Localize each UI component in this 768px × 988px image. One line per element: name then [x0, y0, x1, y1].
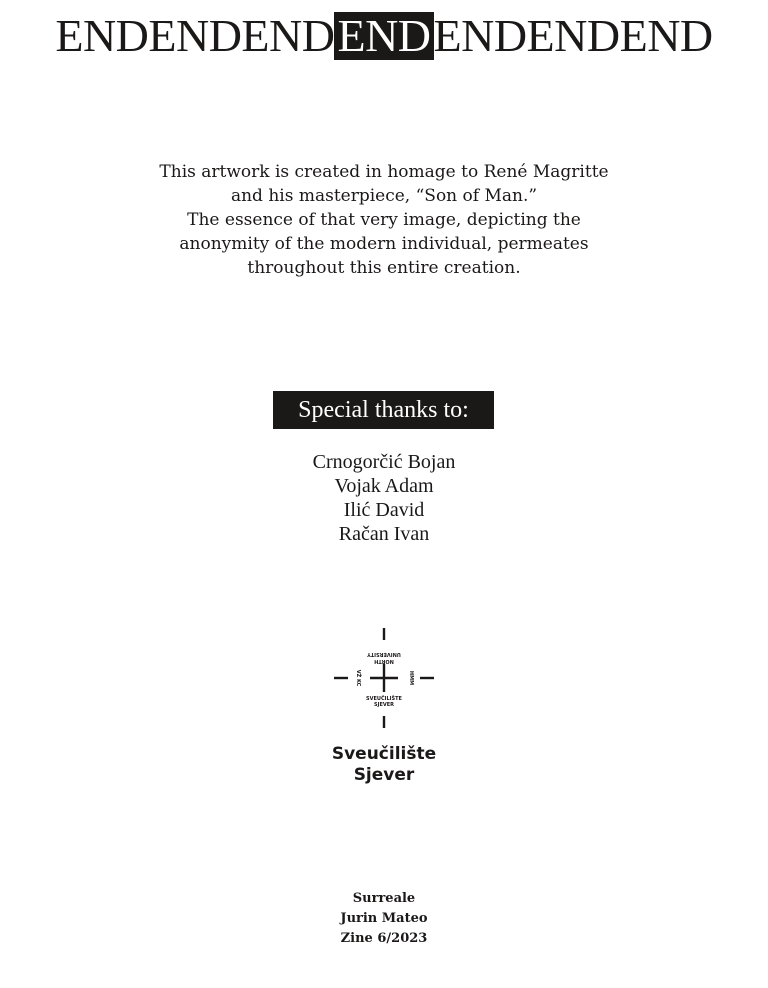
special-thanks-heading: Special thanks to: [273, 391, 494, 429]
credits-title: Surreale [352, 891, 416, 906]
homage-statement [84, 160, 684, 280]
banner-text-after: ENDENDEND [433, 10, 713, 61]
homage-line: This artwork is created in homage to René Magritte [159, 162, 609, 182]
logo-text-right: HMM [408, 670, 414, 686]
logo-text-left: VŽ KC [355, 669, 361, 687]
thanks-names-list [234, 450, 534, 546]
banner-highlight: END [334, 12, 433, 60]
logo-text-bottom2: SJEVER [373, 702, 395, 708]
banner-text-before: ENDENDEND [55, 10, 335, 61]
thanks-name: Crnogorčić Bojan [312, 451, 456, 473]
credits-issue: Zine 6/2023 [340, 931, 428, 946]
homage-line: The essence of that very image, depicting the [187, 210, 581, 230]
thanks-name: Račan Ivan [338, 523, 430, 545]
zine-credits [284, 889, 484, 949]
credits-author: Jurin Mateo [340, 911, 428, 926]
homage-line: anonymity of the modern individual, permeates [179, 234, 589, 254]
logo-text-top2: NORTH [374, 658, 394, 664]
thanks-name: Ilić David [343, 499, 425, 521]
logo-text-bottom1: SVEUČILIŠTE [366, 696, 402, 702]
crosshair-logo-icon [334, 628, 434, 728]
university-name [284, 744, 484, 786]
end-banner [0, 8, 768, 64]
university-name-line2: Sjever [353, 765, 415, 785]
homage-line: throughout this entire creation. [247, 258, 521, 278]
logo-text-top1: UNIVERSITY [367, 651, 401, 657]
homage-line: and his masterpiece, “Son of Man.” [230, 186, 538, 206]
university-name-line1: Sveučilište [331, 744, 437, 764]
thanks-name: Vojak Adam [334, 475, 434, 497]
